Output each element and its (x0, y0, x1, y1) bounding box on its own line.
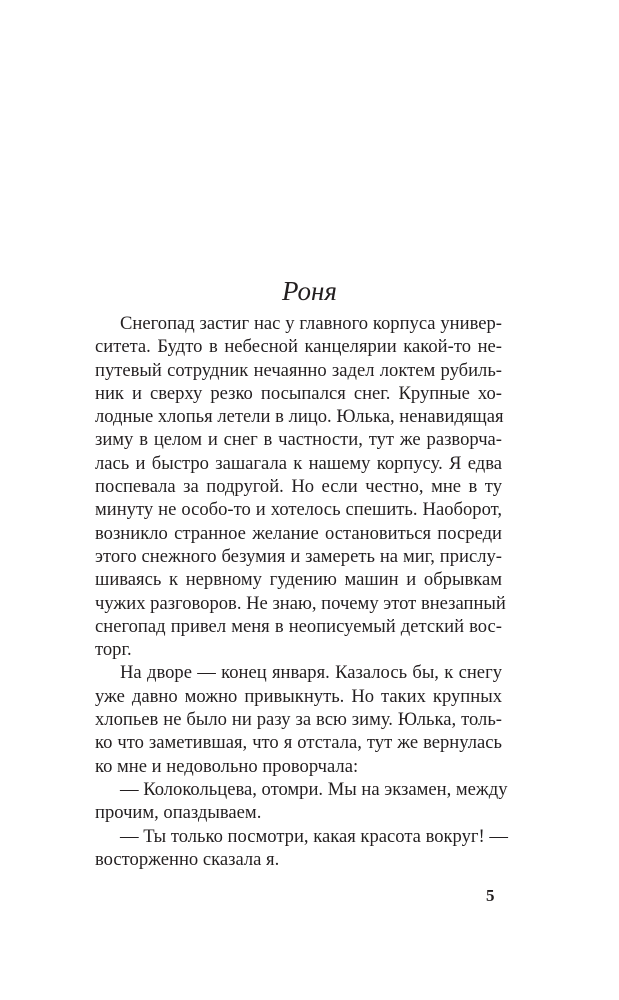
text-line: ситета. Будто в небесной канцелярии какой-то не- (95, 336, 502, 358)
text-line: Снегопад застиг нас у главного корпуса универ- (120, 313, 502, 334)
chapter-title: Роня (282, 276, 337, 306)
text-line: ник и сверху резко посыпался снег. Крупные хо- (95, 382, 502, 404)
text-line: минуту не особо-то и хотелось спешить. Наоборот, (95, 499, 502, 521)
text-line: этого снежного безумия и замереть на миг, прислу- (95, 545, 502, 567)
text-line: поспевала за подругой. Но если честно, мне в ту (95, 476, 502, 498)
page-number: 5 (486, 886, 495, 905)
text-line: торг. (95, 639, 132, 661)
text-line: чужих разговоров. Не знаю, почему этот внезапный (95, 592, 506, 614)
text-line: снегопад привел меня в неописуемый детский вос- (95, 615, 502, 637)
text-line: прочим, опаздываем. (95, 802, 262, 824)
body-text (95, 312, 508, 871)
text-line: уже давно можно привыкнуть. Но таких крупных (95, 685, 502, 707)
text-line: ко что заметившая, что я отстала, тут же вернулась (95, 732, 502, 754)
text-line: На дворе — конец января. Казалось бы, к снегу (120, 662, 502, 684)
text-line: путевый сотрудник нечаянно задел локтем рубиль- (95, 359, 502, 381)
text-line: возникло странное желание остановиться посреди (95, 522, 502, 544)
text-line: лась и быстро зашагала к нашему корпусу. Я едва (95, 452, 502, 474)
text-line: зиму в целом и снег в частности, тут же разворча- (95, 429, 502, 451)
text-line: ко мне и недовольно проворчала: (95, 755, 359, 777)
text-line: — Ты только посмотри, какая красота вокруг! — (120, 825, 508, 847)
text-line: — Колокольцева, отомри. Мы на экзамен, между (120, 778, 508, 800)
text-line: лодные хлопья летели в лицо. Юлька, ненавидящая (95, 406, 504, 428)
text-line: восторженно сказала я. (95, 848, 280, 870)
text-line: хлопьев не было ни разу за всю зиму. Юлька, толь- (95, 709, 502, 731)
text-line: шиваясь к нервному гудению машин и обрывкам (95, 569, 502, 591)
